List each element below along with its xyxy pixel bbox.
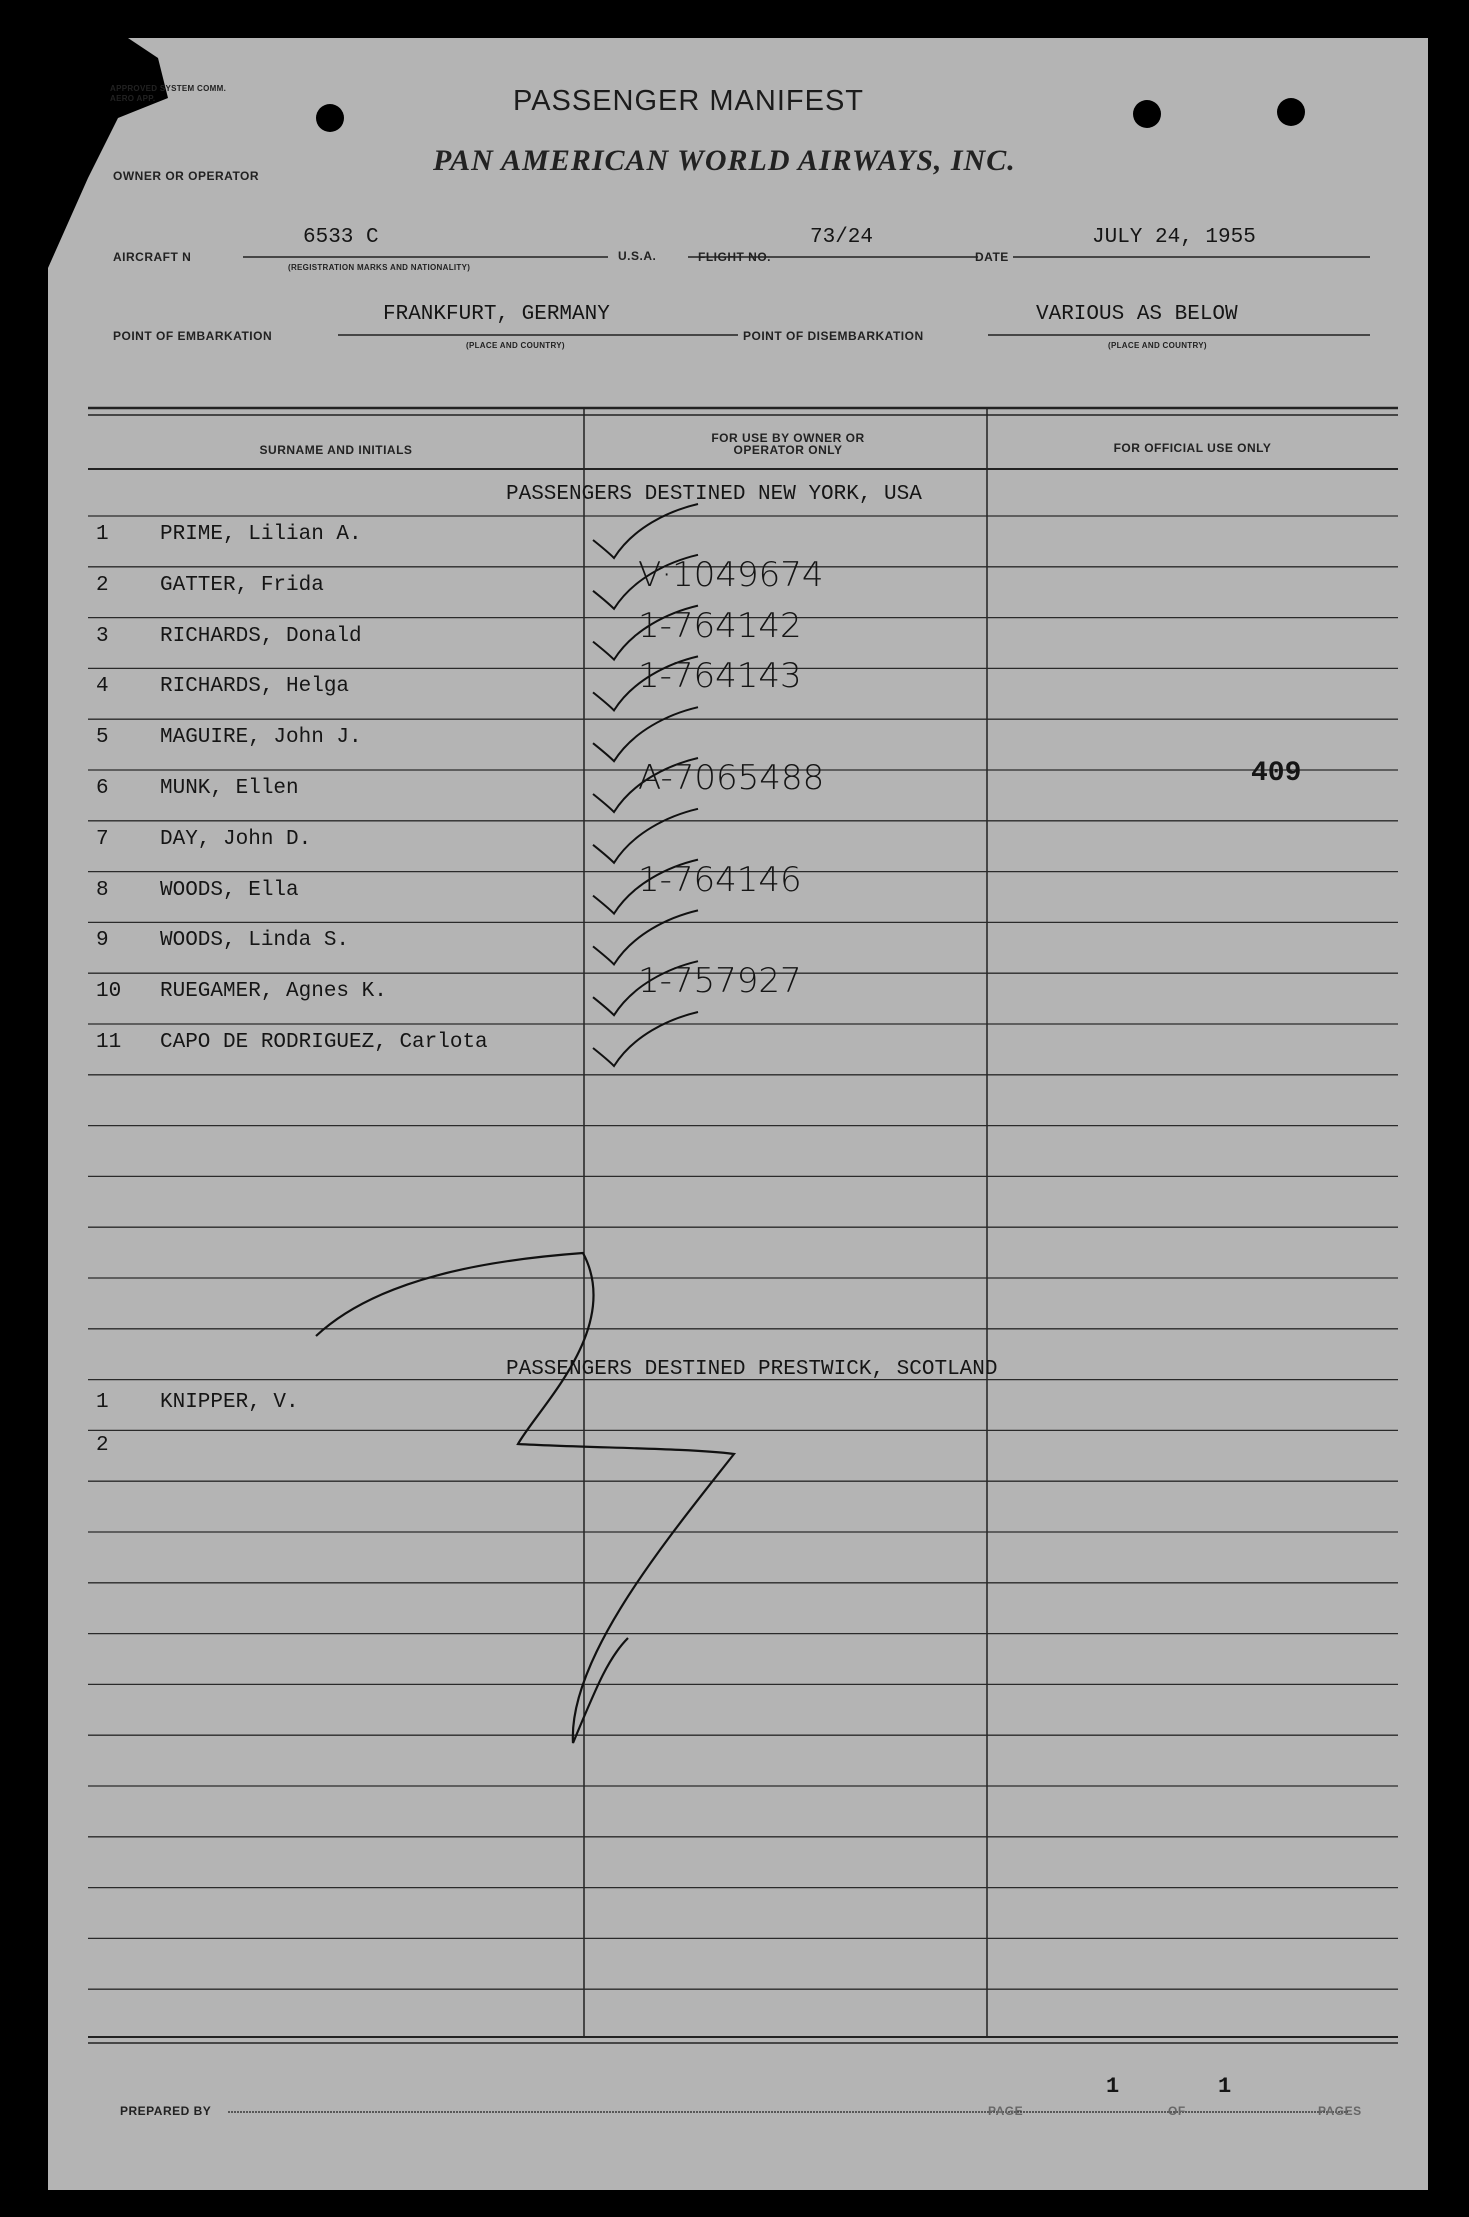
- document-number: 1-757927: [638, 961, 802, 1002]
- total-pages: 1: [1218, 2074, 1232, 2099]
- owner-use-column-header: FOR USE BY OWNER OR OPERATOR ONLY: [711, 431, 865, 457]
- official-mark: 409: [1251, 758, 1302, 789]
- owner-label: OWNER OR OPERATOR: [113, 169, 260, 183]
- document-number: 1-764143: [638, 656, 802, 697]
- flight-number: 73/24: [810, 226, 874, 249]
- row-number: 3: [96, 624, 109, 648]
- flight-label: FLIGHT NO.: [698, 250, 771, 264]
- manifest-sheet: [48, 38, 1428, 2190]
- passenger-name: KNIPPER, V.: [160, 1391, 299, 1414]
- registration-caption: (REGISTRATION MARKS AND NATIONALITY): [288, 263, 471, 272]
- manifest-title: PASSENGER MANIFEST: [513, 85, 865, 117]
- aircraft-label: AIRCRAFT N: [113, 250, 192, 264]
- passenger-name: DAY, John D.: [160, 827, 312, 851]
- row-number: 1: [96, 523, 109, 546]
- row-number: 10: [96, 980, 122, 1004]
- row-number: 8: [96, 878, 109, 902]
- approval-note: APPROVED SYSTEM COMM. AERO APP.: [110, 84, 227, 103]
- date-value: JULY 24, 1955: [1092, 226, 1256, 249]
- row-number: 4: [96, 675, 109, 699]
- pages-label: PAGES: [1318, 2104, 1362, 2118]
- prepared-by-label: PREPARED BY: [120, 2104, 212, 2118]
- date-label: DATE: [975, 250, 1009, 264]
- of-label: OF: [1168, 2104, 1186, 2118]
- passenger-name: WOODS, Ella: [160, 878, 299, 902]
- passenger-name: GATTER, Frida: [160, 573, 324, 597]
- row-number: 2: [96, 1434, 109, 1458]
- page-label: PAGE: [988, 2104, 1024, 2118]
- section-heading-new-york: PASSENGERS DESTINED NEW YORK, USA: [506, 483, 922, 506]
- document-number: 1-764142: [638, 605, 802, 646]
- passenger-name: CAPO DE RODRIGUEZ, Carlota: [160, 1031, 488, 1054]
- embark-caption: (PLACE AND COUNTRY): [466, 341, 565, 350]
- embark-value: FRANKFURT, GERMANY: [383, 303, 610, 326]
- passenger-name: MAGUIRE, John J.: [160, 726, 362, 750]
- passenger-name: RUEGAMER, Agnes K.: [160, 980, 387, 1004]
- passenger-name: MUNK, Ellen: [160, 777, 299, 800]
- section-heading-prestwick: PASSENGERS DESTINED PRESTWICK, SCOTLAND: [506, 1358, 998, 1381]
- row-number: 2: [96, 573, 109, 597]
- passenger-name: RICHARDS, Helga: [160, 675, 350, 699]
- usa-label: U.S.A.: [618, 249, 657, 263]
- surname-column-header: SURNAME AND INITIALS: [259, 443, 413, 457]
- passenger-name: RICHARDS, Donald: [160, 624, 362, 648]
- disembark-value: VARIOUS AS BELOW: [1036, 303, 1238, 326]
- passenger-name: PRIME, Lilian A.: [160, 523, 362, 546]
- row-number: 9: [96, 929, 109, 953]
- aircraft-value: 6533 C: [303, 226, 379, 249]
- document-number: V·1049674: [638, 554, 824, 595]
- row-number: 7: [96, 827, 109, 851]
- passenger-name: WOODS, Linda S.: [160, 929, 350, 953]
- row-number: 6: [96, 777, 109, 800]
- page-number: 1: [1106, 2074, 1120, 2099]
- embark-label: POINT OF EMBARKATION: [113, 329, 273, 343]
- official-use-column-header: FOR OFFICIAL USE ONLY: [1113, 441, 1272, 455]
- disembark-label: POINT OF DISEMBARKATION: [743, 329, 924, 343]
- row-number: 5: [96, 726, 109, 750]
- document-number: 1-764146: [638, 859, 802, 900]
- cancellation-stroke: [48, 38, 1428, 2190]
- row-number: 1: [96, 1391, 109, 1414]
- company-name: PAN AMERICAN WORLD AIRWAYS, INC.: [433, 144, 1016, 177]
- disembark-caption: (PLACE AND COUNTRY): [1108, 341, 1207, 350]
- row-number: 11: [96, 1031, 122, 1054]
- document-number: A-7065488: [638, 758, 825, 798]
